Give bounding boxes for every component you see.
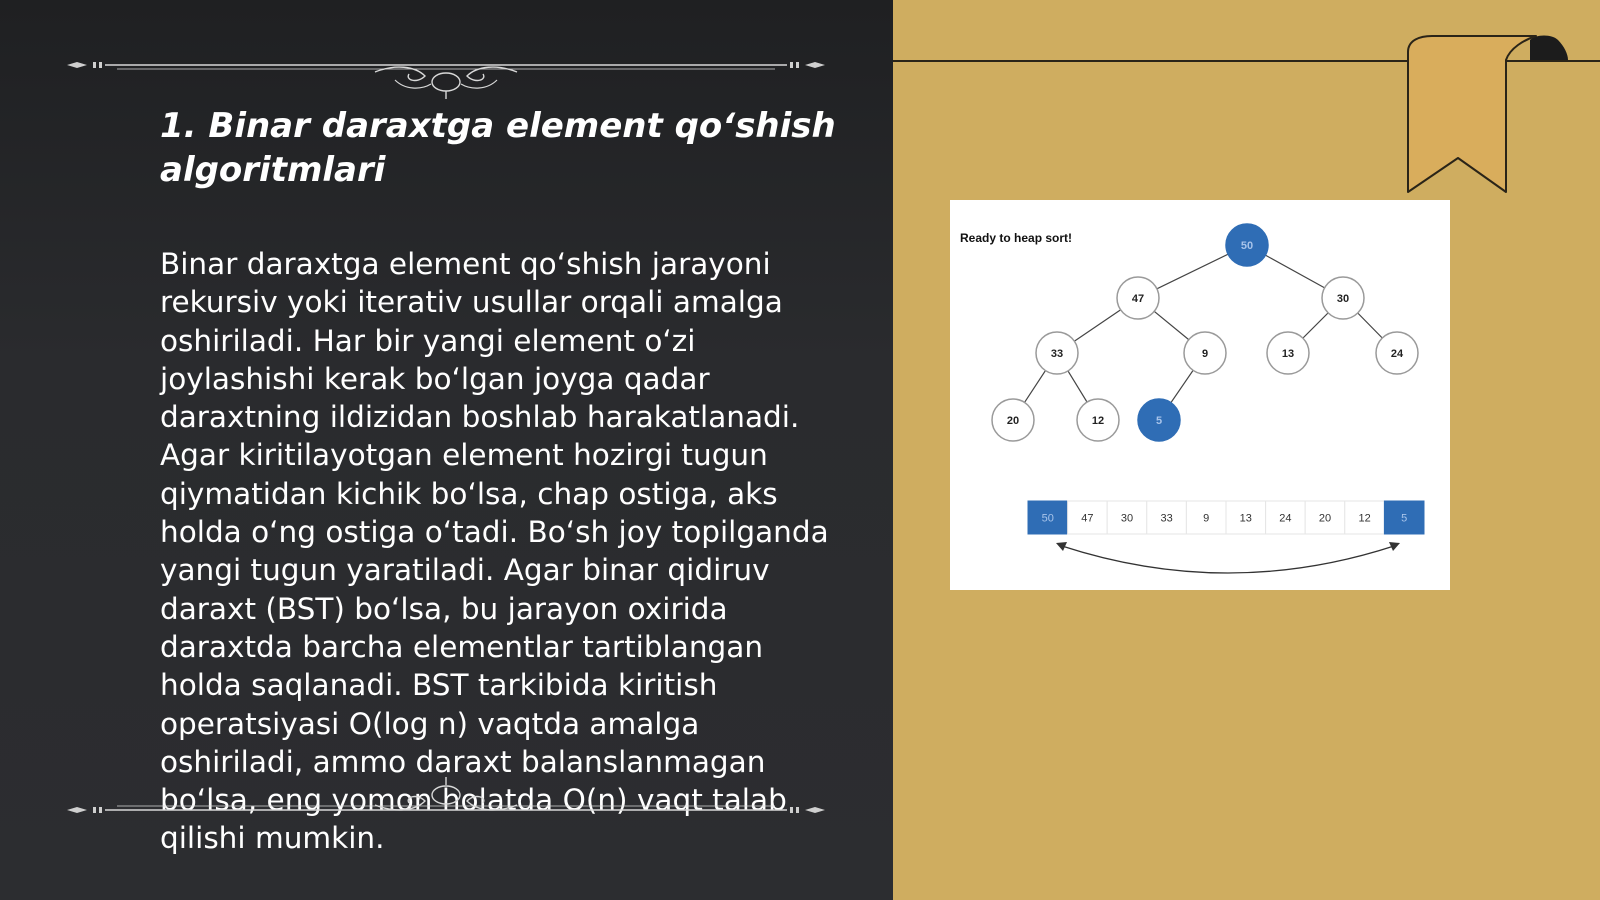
- ornament-divider-top: [65, 50, 827, 100]
- heap-sort-figure: [950, 200, 1450, 590]
- tree-node-label: 30: [1336, 293, 1350, 305]
- array-cell-label: 30: [1120, 512, 1134, 525]
- tree-node-label: 13: [1281, 348, 1295, 360]
- slide-body-text: Binar daraxtga element qo‘shish jarayoni rekursiv yoki iterativ usullar orqali amalga oshiriladi. Har bir yangi element o‘zi joylashishi kerak bo‘lgan joyga qadar daraxtning ildizidan boshlab harakatlanadi. Agar kiritilayotgan element hozirgi tugun qiymatidan kichik bo‘lsa, chap ostiga, aks holda o‘ng ostiga o‘tadi. Bo‘sh joy topilganda yangi tugun yaratiladi. Agar binar qidiruv daraxt (BST) bo‘lsa, bu jarayon oxirida daraxtda barcha elementlar tartiblangan holda saqlanadi. BST tarkibida kiritish operatsiyasi O(log n) vaqtda amalga oshiriladi, ammo daraxt balanslanmagan bo‘lsa, eng yomon holatda O(n) vaqt talab qilishi mumkin.: [160, 247, 829, 856]
- tree-nodes: [992, 224, 1418, 441]
- array-cell: [1068, 501, 1108, 534]
- swap-arrow-icon: [1056, 542, 1400, 573]
- tree-node-label: 5: [1155, 415, 1163, 427]
- array-cell-label: 9: [1203, 512, 1210, 525]
- array-cell: [1226, 501, 1266, 534]
- array-cell-label: 5: [1401, 512, 1408, 525]
- tree-node: [1226, 224, 1268, 266]
- tree-node-label: 24: [1390, 348, 1404, 360]
- tree-node: [1267, 332, 1309, 374]
- tree-node: [1376, 332, 1418, 374]
- figure-caption: Ready to heap sort!: [960, 231, 1073, 245]
- tree-node: [1077, 399, 1119, 441]
- array-cell: [1147, 501, 1187, 534]
- array-cell-label: 33: [1160, 512, 1173, 525]
- heap-tree-diagram: [950, 200, 1450, 590]
- array-cells: [1028, 501, 1424, 534]
- array-cell-label: 50: [1041, 512, 1054, 525]
- tree-node-label: 20: [1006, 415, 1020, 427]
- array-cell-label: 12: [1358, 512, 1371, 525]
- array-cell: [1028, 501, 1068, 534]
- tree-node-label: 12: [1091, 415, 1105, 427]
- tree-node: [1036, 332, 1078, 374]
- array-cell: [1345, 501, 1385, 534]
- tree-node-label: 47: [1131, 293, 1145, 305]
- tree-node: [1322, 277, 1364, 319]
- tree-node: [992, 399, 1034, 441]
- array-cell: [1266, 501, 1306, 534]
- array-cell-label: 47: [1081, 512, 1094, 525]
- array-cell: [1107, 501, 1147, 534]
- tree-node-label: 33: [1050, 348, 1064, 360]
- array-cell-label: 24: [1279, 512, 1292, 525]
- tree-node-label: 9: [1201, 348, 1209, 360]
- bookmark-ribbon-icon: [1406, 30, 1600, 205]
- tree-node: [1138, 399, 1180, 441]
- tree-node: [1117, 277, 1159, 319]
- array-cell-label: 13: [1239, 512, 1252, 525]
- ornament-divider-bottom: [65, 775, 827, 825]
- array-cell: [1305, 501, 1345, 534]
- tree-node-label: 50: [1240, 240, 1254, 252]
- array-cell-label: 20: [1318, 512, 1332, 525]
- slide-title: 1. Binar daraxtga element qo‘shish algoritmlari: [160, 106, 836, 190]
- array-cell: [1186, 501, 1226, 534]
- array-cell: [1384, 501, 1424, 534]
- tree-node: [1184, 332, 1226, 374]
